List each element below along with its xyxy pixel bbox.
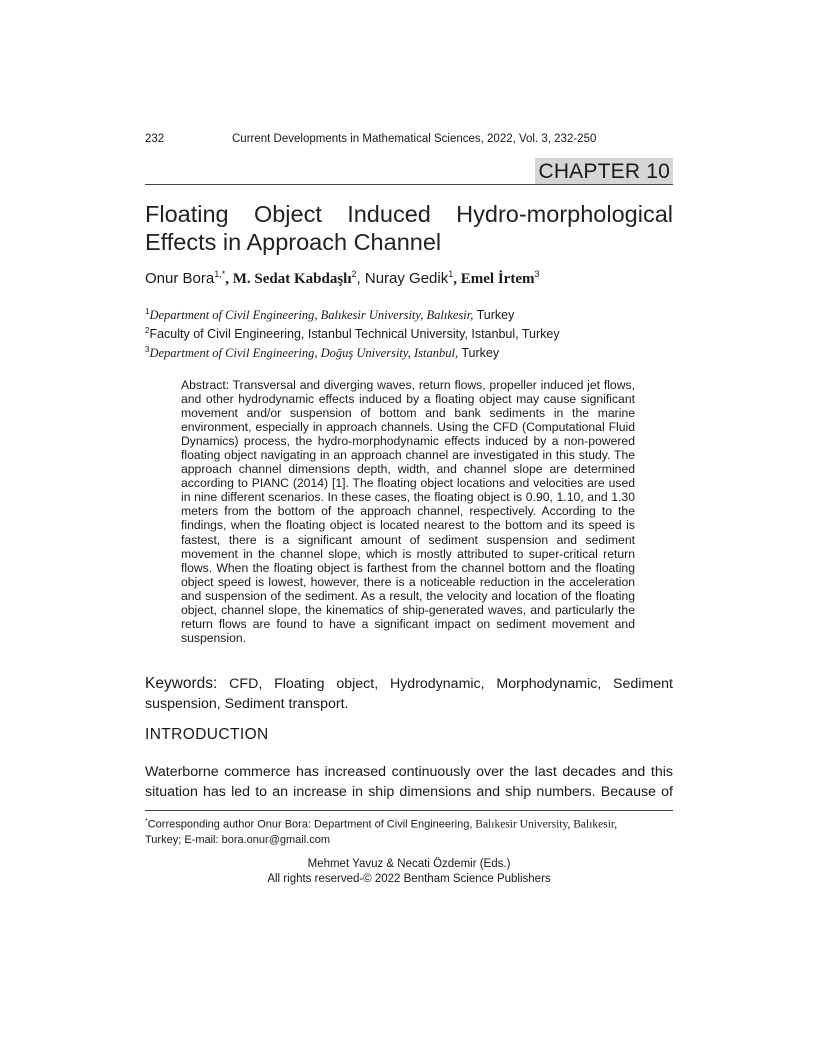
- footnote-email: Turkey; E-mail: bora.onur@gmail.com: [145, 833, 330, 846]
- keywords: [145, 674, 673, 714]
- intro-line-2: situation has led to an increase in ship dimensions and ship numbers. Because of: [145, 784, 673, 800]
- affiliation-mark: 2: [145, 326, 150, 335]
- affiliation-text: Faculty of Civil Engineering, Istanbul Technical University, Istanbul, Turkey: [149, 327, 560, 342]
- editors: Mehmet Yavuz & Necati Özdemir (Eds.): [307, 858, 511, 870]
- footnote-text-serif: Balıkesir University, Balıkesir,: [472, 818, 618, 831]
- affiliation-mark: 3: [145, 345, 150, 354]
- copyright: All rights reserved-© 2022 Bentham Science Publishers: [267, 873, 551, 885]
- section-heading-introduction: INTRODUCTION: [145, 726, 269, 743]
- author-name: M. Sedat Kabdaşlı: [232, 271, 352, 287]
- introduction-text: [145, 762, 673, 802]
- journal-citation: Current Developments in Mathematical Sciences, 2022, Vol. 3, 232-250: [232, 133, 597, 145]
- affiliation-country: Turkey: [473, 308, 515, 323]
- intro-line-1: Waterborne commerce has increased continuously over the last decades and this: [145, 764, 673, 780]
- footnote: [145, 814, 673, 848]
- affiliation-2: [145, 326, 673, 341]
- author-name: Nuray Gedik: [364, 270, 449, 287]
- author-affiliation-mark: 1,*: [214, 269, 226, 279]
- author-affiliation-mark: 3: [534, 269, 540, 279]
- footnote-text: Corresponding author Onur Bora: Department of Civil Engineering,: [147, 818, 473, 831]
- abstract-label: Abstract:: [181, 378, 230, 392]
- keywords-label: Keywords:: [145, 675, 218, 692]
- title-line-1: Floating Object Induced Hydro-morphological: [145, 201, 673, 227]
- affiliation-country: Turkey: [458, 346, 500, 361]
- author-affiliation-mark: 2: [351, 269, 357, 279]
- affiliation-text: Department of Civil Engineering, Balıkesir University, Balıkesir,: [149, 308, 474, 323]
- publisher-imprint: [145, 857, 673, 887]
- affiliation-mark: 1: [145, 307, 150, 316]
- abstract: [181, 378, 635, 645]
- affiliation-1: [145, 307, 673, 323]
- author-list: Onur Bora$^{1,*}$, M. Sedat Kabdaşlı$^2$, Nuray Gedik$^1$, Emel İrtem$^3$: [145, 269, 540, 287]
- footnote-mark: *: [145, 818, 148, 825]
- keywords-text: CFD, Floating object, Hydrodynamic, Morphodynamic, Sediment suspension, Sediment transport.: [145, 676, 673, 712]
- abstract-text: Transversal and diverging waves, return flows, propeller induced jet flows, and other hydrodynamic effects induced by a floating object may cause significant movement and/or suspension of bottom and bank sediments in the marine environment, especially in approach channels. Using the CFD (Computational Fluid Dynamics) process, the hydro-morphodynamic effects induced by a non-powered floating object navigating in an approach channel are investigated in this study. The approach channel dimensions depth, width, and channel slope are determined according to PIANC (2014) [1]. The floating object locations and velocities are used in nine different scenarios. In these cases, the floating object is 0.90, 1.10, and 1.30 meters from the bottom of the approach channel, respectively. According to the findings, when the floating object is located nearest to the bottom and its speed is fastest, there is a significant amount of sediment suspension and sediment movement in the channel slope, which is mostly attributed to super-critical return flows. When the floating object is farthest from the channel bottom and the floating object speed is lowest, however, there is a noticeable reduction in the acceleration and suspension of the sediment. As a result, the velocity and location of the floating object, channel slope, the kinematics of ship-generated waves, and particularly the return flows are found to have a significant impact on sediment movement and suspension.: [181, 378, 635, 645]
- page-number: 232: [145, 133, 165, 145]
- title-line-2: Effects in Approach Channel: [145, 229, 442, 255]
- affiliation-3: [145, 345, 673, 361]
- chapter-divider: [145, 184, 673, 185]
- footnote-divider: [145, 810, 673, 811]
- author-name: Onur Bora: [145, 270, 215, 287]
- chapter-label: CHAPTER 10: [535, 158, 673, 184]
- author-name: Emel İrtem: [460, 271, 535, 287]
- author-affiliation-mark: 1: [448, 269, 454, 279]
- affiliation-text: Department of Civil Engineering, Doğuş University, Istanbul,: [149, 346, 459, 361]
- chapter-title: [145, 200, 673, 256]
